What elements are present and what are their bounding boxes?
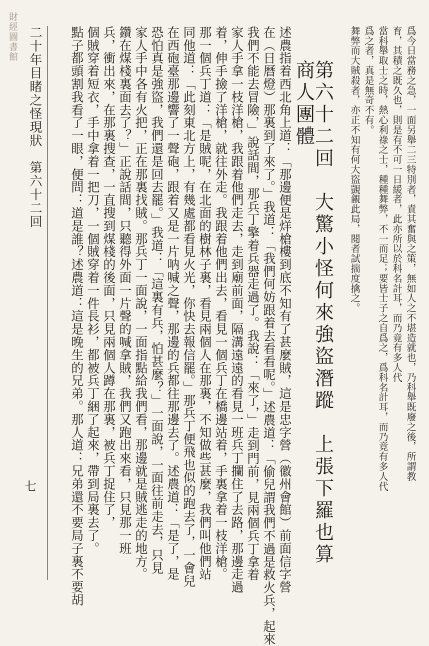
body-column: 點子都頭割我看了一眼，便問：道是誰？述農道：這是晚生的兄弟。那人道：兄弟還不要局子裏不要胡: [69, 26, 85, 607]
body-column: 個賊穿着短衣，手中拿着一把刀，一個賊穿着一件長衫，都被兵丁綑了起來，帶到局裏去了。: [85, 26, 101, 555]
body-column: 述農指着西北角上道：「那邊便是烊槍樓到底不知有了甚麼賊，這是忠字營（徽州會館）前面信字營: [277, 26, 293, 594]
body-column: 同他道：「此刻東北方上，有幾處都看見火光，你快去報信罷。」那兵丁便飛也似的跑去了，一會兒: [181, 26, 197, 588]
body-column: 兵，衝出來，在那裏搜查，一直搜到煤棧的後面，只見兩個人蹲在那裏，被兵丁捉住了，: [101, 26, 117, 530]
body-column: 家人手中各有火把，正在那裏找賊。那兵丁一面說，一面指點給我們看，那邊就是賊逃走的地方。: [133, 26, 149, 581]
body-column: 家人手拿一枝洋槍，我跟着他們走去，走到廟前面，隔溝遠遠的看見一班兵丁攔住了去路，那邊走過: [229, 26, 245, 594]
page-number: 七: [23, 480, 37, 492]
preface-line-1: 爲今日當務之急，一面另舉二三特別者，責其奮與之策，無如人之不堪造就也，乃科舉既廢之後，所謂教: [404, 26, 416, 482]
body-column: 我們不能去冒險，」說話間，那兵丁擎着兵器走過了。我說：「來了，」走到門前，見兩個兵丁拿着: [245, 26, 261, 582]
running-title: 二十年目睹之怪現狀 第六十二回: [28, 26, 43, 229]
preface-line-5: 舞弊而大賊殺者，亦正不知有何大盜覬覦此局，閱者試揣度擒之。: [348, 26, 360, 314]
body-column: 鑽在煤棧裏面去了？」正說話間，只聽得外面一片聲的喊拿賊，我們又跑出來看，只見那一班: [117, 26, 133, 555]
preface-line-4: 爲之者，真是無奇不有。: [362, 26, 374, 135]
margin-rule: [47, 26, 48, 580]
body-column: 恐怕真是強盜，我們還是回去罷。」我道：「這裏有兵，怕甚麼？」一面說，一面往前走去，只見: [149, 26, 165, 575]
preface-line-3: 當科舉取士之時，熱心利祿之士，種種舞弊，不一而足；要皆士子之自爲之，爲科名計耳，而乃竟有多人代: [376, 26, 388, 492]
body-column: 那一個兵丁道：「是賊呢，在北面的樹林子裏，看見兩個人在那裏，不知做些甚麼，我們叫他們站: [197, 26, 213, 581]
body-column: 在（日曆燈）那裏到了來了。」我道：「我們何妨跟着去看看呢。」述農道：「偷兒謂我們不過是救火兵，起來: [261, 26, 277, 646]
chapter-heading: 第六十二回 大驚小怪何來強盜潛蹤 上張下羅也算商人團體: [293, 60, 334, 566]
body-column: 在西砲臺那邊響了一聲砲，跟着又是一片呐喊之聲，那邊的兵都往那邊去了。述農道：「是了，是: [165, 26, 181, 581]
body-column: 着，伸手撿了洋槍，就往外走。我跟着他們出去，看見一個兵丁在橋邊站着，手裏拿着一枝洋槍。: [213, 26, 229, 581]
preface-line-2: 育，其積之既久也，則是有不可一日緩者，此亦所以於科名計耳，而乃竟有多人代: [390, 26, 402, 383]
watermark: 財經圖書館: [7, 12, 17, 62]
